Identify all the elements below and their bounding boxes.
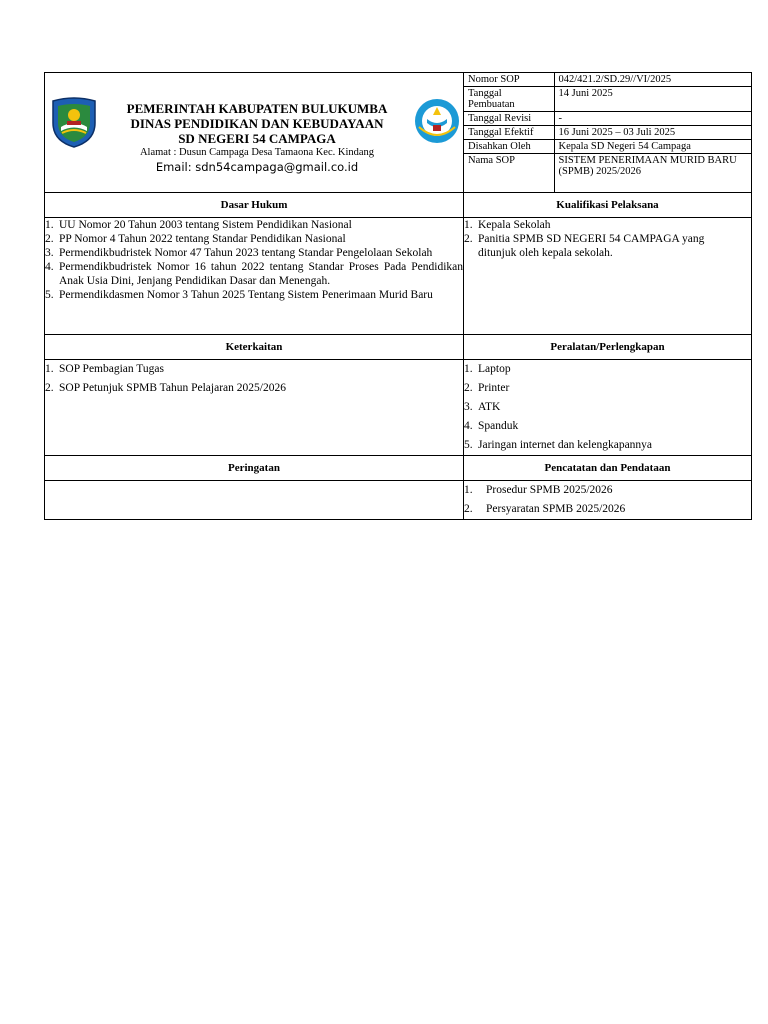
regency-emblem-icon — [49, 97, 99, 149]
keterkaitan-list — [45, 360, 464, 456]
keterkaitan-heading: Keterkaitan — [45, 335, 464, 360]
meta-row — [464, 87, 751, 112]
meta-label: Tanggal Pembuatan — [464, 87, 554, 112]
meta-value: SISTEM PENERIMAAN MURID BARU (SPMB) 2025/2026 — [554, 154, 751, 193]
sop-document — [44, 72, 751, 520]
list-item: 1. Prosedur SPMB 2025/2026 — [464, 484, 613, 496]
school-address: Alamat : Dusun Campaga Desa Tamaona Kec. Kindang — [139, 147, 375, 158]
list-item: 1. Laptop — [464, 363, 511, 375]
meta-value: - — [554, 112, 751, 126]
pencatatan-heading: Pencatatan dan Pendataan — [464, 456, 752, 481]
meta-label: Tanggal Efektif — [464, 126, 554, 140]
list-item: 3. ATK — [464, 401, 501, 413]
list-item: 4. Permendikbudristek Nomor 16 tahun 2022 tentang Standar Proses Pada Pendidikan Anak Usia Dini, Jenjang Pendidikan Dasar dan Menengah. — [45, 261, 463, 287]
kualifikasi-heading: Kualifikasi Pelaksana — [464, 193, 752, 218]
meta-label: Tanggal Revisi — [464, 112, 554, 126]
meta-value: 042/421.2/SD.29//VI/2025 — [554, 73, 751, 87]
meta-label: Nama SOP — [464, 154, 554, 193]
list-item: 4. Spanduk — [464, 420, 519, 432]
list-item: 2. Printer — [464, 382, 510, 394]
list-item: 2. Persyaratan SPMB 2025/2026 — [464, 503, 626, 515]
meta-label: Disahkan Oleh — [464, 140, 554, 154]
list-item: 1. SOP Pembagian Tugas — [45, 363, 165, 375]
letterhead — [45, 73, 464, 193]
letterhead-text — [101, 101, 413, 174]
meta-row — [464, 140, 751, 154]
school-name: SD NEGERI 54 CAMPAGA — [178, 131, 336, 146]
kualifikasi-list — [464, 218, 752, 335]
meta-value: 14 Juni 2025 — [554, 87, 751, 112]
list-item: 5. Permendikdasmen Nomor 3 Tahun 2025 Tentang Sistem Penerimaan Murid Baru — [45, 289, 433, 301]
peringatan-content — [45, 481, 464, 520]
list-item-continuation: ditunjuk oleh kepala sekolah. — [478, 247, 613, 259]
school-email: Email: sdn54campaga@gmail.co.id — [155, 160, 359, 174]
list-item: 1. UU Nomor 20 Tahun 2003 tentang Sistem Pendidikan Nasional — [45, 219, 352, 231]
peralatan-list — [464, 360, 752, 456]
peralatan-heading: Peralatan/Perlengkapan — [464, 335, 752, 360]
government-name: PEMERINTAH KABUPATEN BULUKUMBA — [126, 101, 388, 116]
meta-label: Nomor SOP — [464, 73, 554, 87]
meta-value: Kepala SD Negeri 54 Campaga — [554, 140, 751, 154]
list-item: 1. Kepala Sekolah — [464, 219, 551, 231]
dasar-hukum-list — [45, 218, 464, 335]
sop-metadata — [464, 73, 751, 192]
meta-row — [464, 126, 751, 140]
list-item: 5. Jaringan internet dan kelengkapannya — [464, 439, 653, 451]
meta-value: 16 Juni 2025 – 03 Juli 2025 — [554, 126, 751, 140]
sop-metadata-cell — [464, 73, 752, 193]
meta-row — [464, 154, 751, 193]
sop-table — [44, 72, 752, 520]
peringatan-heading: Peringatan — [45, 456, 464, 481]
list-item: 2. Panitia SPMB SD NEGERI 54 CAMPAGA yang — [464, 233, 705, 245]
department-name: DINAS PENDIDIKAN DAN KEBUDAYAAN — [130, 116, 384, 131]
meta-row — [464, 112, 751, 126]
meta-row — [464, 73, 751, 87]
dasar-hukum-heading: Dasar Hukum — [45, 193, 464, 218]
list-item: 3. Permendikbudristek Nomor 47 Tahun 2023 tentang Standar Pengelolaan Sekolah — [45, 247, 433, 259]
list-item: 2. SOP Petunjuk SPMB Tahun Pelajaran 2025/2026 — [45, 382, 286, 394]
tut-wuri-handayani-icon — [413, 97, 461, 145]
pencatatan-list — [464, 481, 752, 520]
list-item: 2. PP Nomor 4 Tahun 2022 tentang Standar Pendidikan Nasional — [45, 233, 346, 245]
